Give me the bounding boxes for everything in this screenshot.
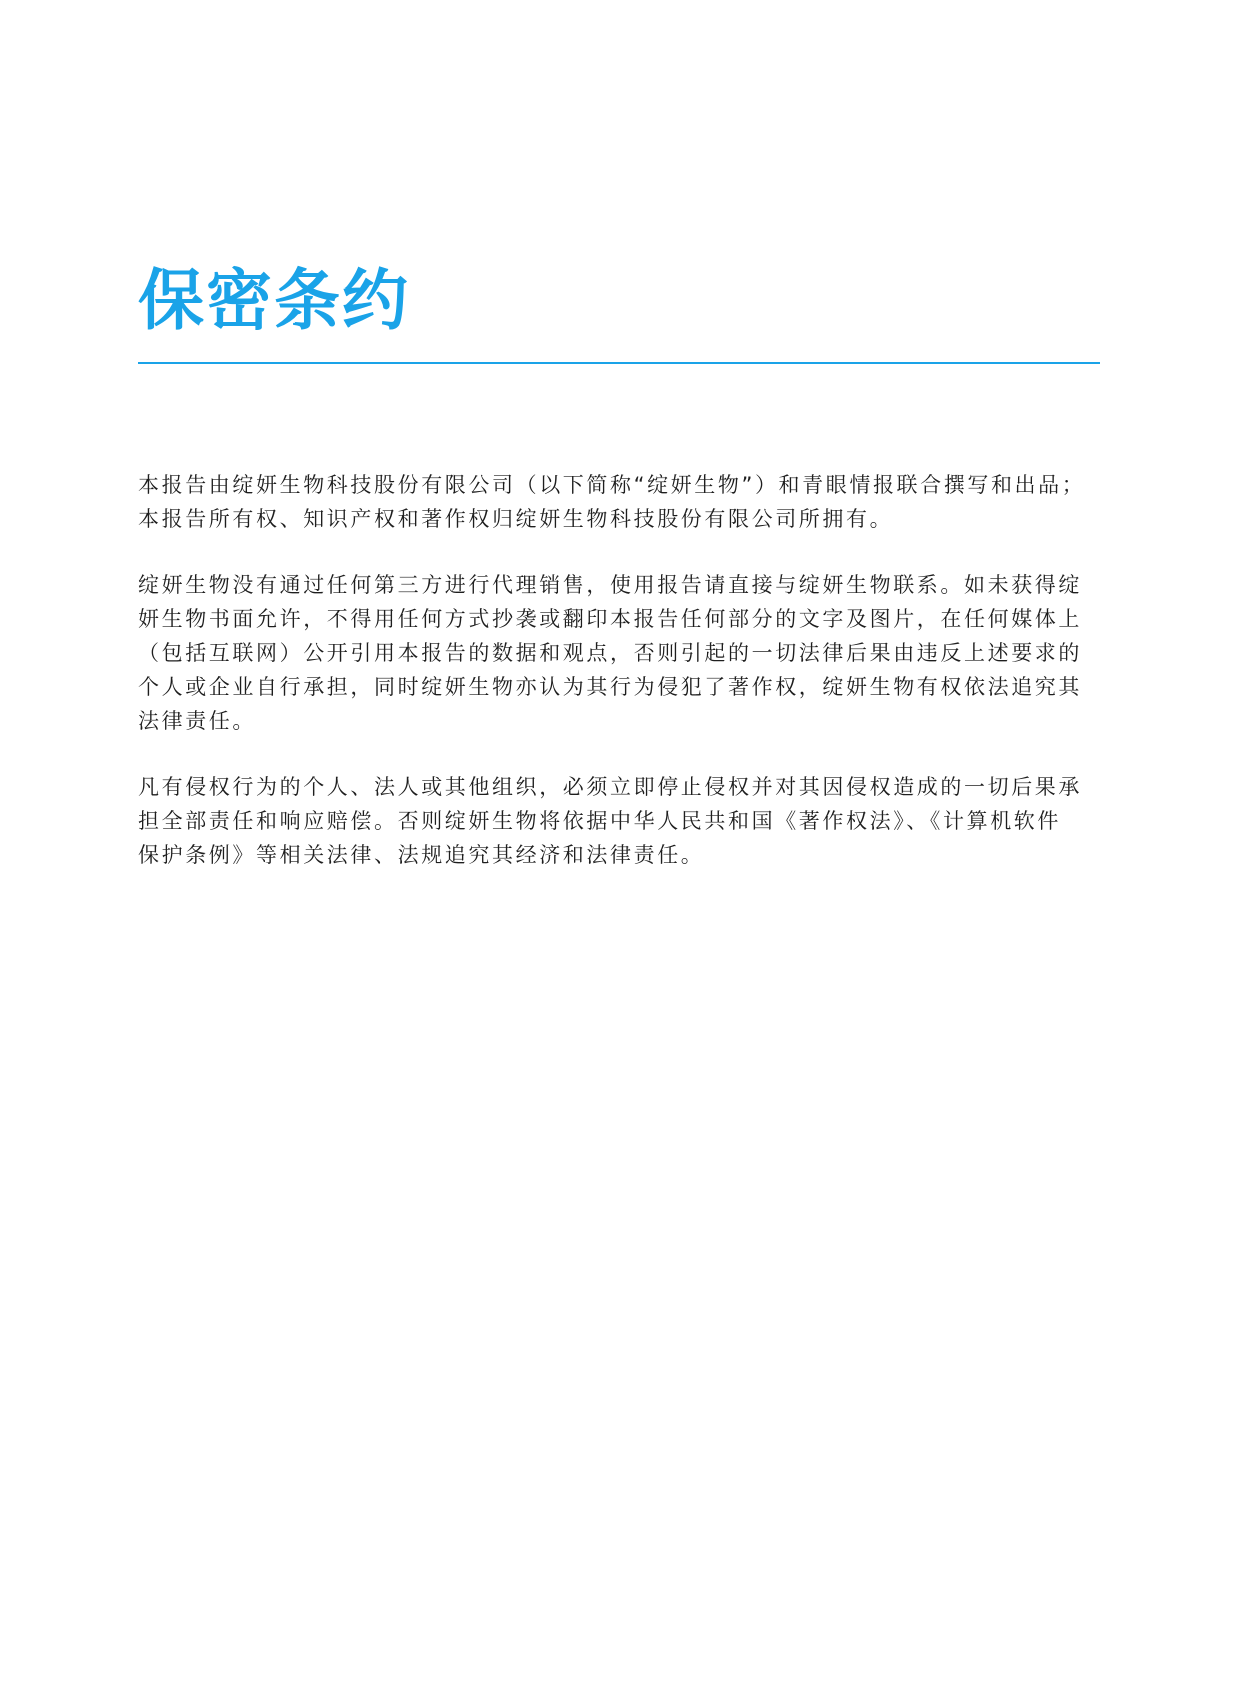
document-body [138, 468, 1100, 904]
text-line: 凡有侵权行为的个人、法人或其他组织，必须立即停止侵权并对其因侵权造成的一切后果承 [138, 775, 1082, 799]
text-line: 妍生物书面允许，不得用任何方式抄袭或翻印本报告任何部分的文字及图片，在任何媒体上 [138, 607, 1082, 631]
text-line: 绽妍生物没有通过任何第三方进行代理销售，使用报告请直接与绽妍生物联系。如未获得绽 [138, 573, 1082, 597]
paragraph-usage-restrictions [138, 568, 1100, 738]
text-line: 个人或企业自行承担，同时绽妍生物亦认为其行为侵犯了著作权，绽妍生物有权依法追究其 [138, 675, 1082, 699]
text-line: 保护条例》等相关法律、法规追究其经济和法律责任。 [138, 843, 705, 867]
text-line: 担全部责任和响应赔偿。否则绽妍生物将依据中华人民共和国《著作权法》、《计算机软件 [138, 809, 1061, 833]
paragraph-infringement [138, 770, 1100, 872]
text-line: 法律责任。 [138, 709, 256, 733]
text-line: （包括互联网）公开引用本报告的数据和观点，否则引起的一切法律后果由违反上述要求的 [138, 641, 1082, 665]
text-line: 本报告所有权、知识产权和著作权归绽妍生物科技股份有限公司所拥有。 [138, 507, 894, 531]
title-divider [138, 362, 1100, 364]
text-line: 本报告由绽妍生物科技股份有限公司（以下简称“绽妍生物”）和青眼情报联合撰写和出品； [138, 473, 1086, 497]
page-title: 保密条约 [138, 262, 410, 339]
paragraph-ownership [138, 468, 1100, 536]
